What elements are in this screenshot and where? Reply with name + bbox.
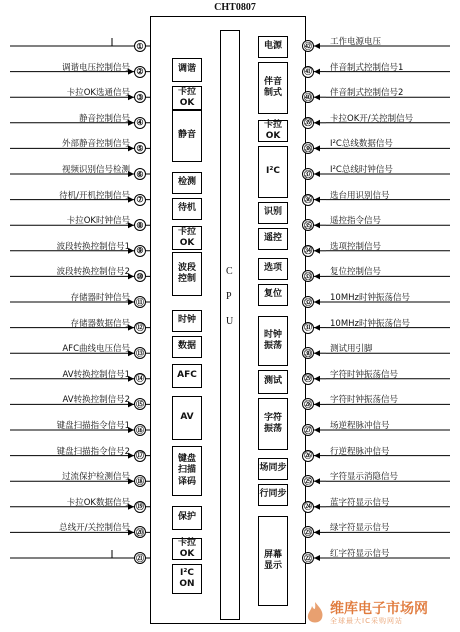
left-function-block: 卡拉OK	[172, 538, 202, 560]
right-pin-signal: 选台用识别信号	[330, 190, 390, 201]
arrow-icon	[314, 350, 320, 356]
arrow-icon	[314, 529, 320, 535]
left-function-block: 数据	[172, 336, 202, 358]
left-function-block: AV	[172, 396, 202, 440]
arrow-icon	[314, 120, 320, 126]
right-function-block: 电源	[258, 36, 288, 58]
left-pin-signal: AFC曲线电压信号	[62, 344, 130, 355]
left-pin-number: ④	[134, 117, 146, 129]
left-function-block: 检测	[172, 172, 202, 194]
arrow-icon	[314, 197, 320, 203]
right-pin-signal: I²C总线数据信号	[330, 139, 393, 150]
left-function-block: 卡拉OK	[172, 226, 202, 250]
left-pin-number: ⑭	[136, 374, 144, 384]
right-pin-signal: 蓝字符显示信号	[330, 497, 390, 508]
left-pin-signal: 总线开/关控制信号	[59, 523, 130, 534]
right-pin-number: ㉜	[304, 297, 312, 307]
right-pin-number: ㉟	[304, 220, 312, 230]
left-pin-signal: 待机/开机控制信号	[59, 190, 130, 201]
left-pin-number: ⑳	[136, 527, 144, 537]
right-pin-signal: 复位控制信号	[330, 267, 382, 278]
right-function-block: 选项	[258, 258, 288, 280]
arrow-icon	[314, 376, 320, 382]
left-pin-number: ⑦	[134, 194, 146, 206]
left-function-block: 波段 控制	[172, 252, 202, 296]
left-pin-signal: 卡拉OK时钟信号	[66, 216, 130, 227]
right-pin-number: ㉗	[304, 425, 312, 435]
right-function-block: 时钟 振荡	[258, 316, 288, 366]
right-function-block: 复位	[258, 284, 288, 306]
right-pin-number: ㉖	[304, 451, 312, 461]
left-pin-number: ⑲	[136, 502, 144, 512]
right-function-block: 场同步	[258, 458, 288, 480]
right-pin-signal: 字符时钟振荡信号	[330, 369, 399, 380]
left-pin-number: ①	[134, 40, 146, 52]
left-pin-signal: 键盘扫描指令信号2	[56, 446, 130, 457]
right-pin-signal: 伴音制式控制信号2	[330, 88, 404, 99]
right-pin-number: ㉒	[304, 553, 312, 563]
right-pin-number: ㊷	[304, 41, 312, 51]
right-pin-signal: 卡拉OK开/关控制信号	[330, 113, 414, 124]
right-pin-signal: 10MHz时钟振荡信号	[330, 293, 411, 303]
left-pin-signal: AV转换控制信号1	[62, 369, 130, 380]
left-pin-signal: 视频识别信号检测	[61, 165, 130, 175]
left-function-block: 待机	[172, 198, 202, 220]
right-pin-number: ㉝	[304, 271, 312, 281]
right-function-block: 行同步	[258, 484, 288, 506]
left-pin-number: ⑰	[136, 451, 144, 461]
left-pin-number: ⑱	[136, 476, 144, 486]
chip-title: CHT0807	[214, 2, 256, 13]
left-pin-number: ⑤	[134, 142, 146, 154]
arrow-icon	[314, 273, 320, 279]
right-pin-number: ㊱	[304, 195, 312, 205]
arrow-icon	[314, 145, 320, 151]
arrow-icon	[314, 478, 320, 484]
arrow-icon	[314, 171, 320, 177]
right-pin-signal: 字符显示消隐信号	[330, 472, 399, 483]
right-pin-number: ㉘	[304, 399, 312, 409]
arrow-icon	[314, 299, 320, 305]
cpu-label-p: P	[226, 291, 232, 302]
left-function-block: 键盘 扫描 译码	[172, 446, 202, 496]
right-pin-number: ㉕	[304, 476, 312, 486]
right-function-block: 字符 振荡	[258, 398, 288, 450]
right-pin-number: ㉞	[304, 246, 312, 256]
right-pin-signal: 选项控制信号	[330, 241, 382, 252]
right-pin-signal: 字符时钟振荡信号	[330, 395, 399, 406]
arrow-icon	[314, 325, 320, 331]
left-function-block: AFC	[172, 364, 202, 388]
right-pin-number: ㉙	[304, 374, 312, 384]
left-pin-signal: 存储器时钟信号	[70, 293, 130, 303]
left-pin-signal: 卡拉OK数据信号	[66, 497, 130, 508]
arrow-icon	[314, 427, 320, 433]
right-function-block: 屏幕 显示	[258, 516, 288, 606]
arrow-icon	[314, 43, 320, 49]
right-pin-signal: 遥控指令信号	[330, 216, 382, 227]
cpu-label-u: U	[226, 316, 234, 327]
left-function-block: 卡拉OK	[172, 86, 202, 110]
left-pin-number: ㉑	[136, 553, 144, 563]
right-pin-signal: 红字符显示信号	[330, 549, 390, 559]
right-function-block: I²C	[258, 146, 288, 198]
arrow-icon	[314, 504, 320, 510]
right-pin-number: ㉚	[304, 348, 312, 358]
left-pin-number: ⑧	[134, 219, 146, 231]
arrow-icon	[314, 222, 320, 228]
arrow-icon	[314, 248, 320, 254]
left-function-block: 调谐	[172, 58, 202, 82]
right-function-block: 识别	[258, 202, 288, 224]
left-function-block: 静音	[172, 110, 202, 162]
right-pin-number: ㊲	[304, 169, 312, 179]
right-pin-number: ㉔	[304, 502, 312, 512]
left-pin-signal: 静音控制信号	[78, 113, 130, 124]
right-pin-number: ㊳	[304, 143, 312, 153]
right-function-block: 遥控	[258, 228, 288, 250]
right-pin-number: ㉓	[304, 527, 312, 537]
left-pin-number: ⑬	[136, 348, 144, 358]
left-pin-number: ⑨	[134, 245, 146, 257]
left-function-block: I²C ON	[172, 564, 202, 594]
right-function-block: 伴音 制式	[258, 62, 288, 114]
right-pin-number: ㉛	[304, 323, 312, 333]
right-pin-signal: 场逆程脉冲信号	[330, 421, 390, 431]
right-pin-signal: I²C总线时钟信号	[330, 165, 393, 175]
left-function-block: 保护	[172, 506, 202, 530]
left-pin-number: ⑥	[134, 168, 146, 180]
left-pin-signal: 调谐电压控制信号	[61, 62, 130, 73]
arrow-icon	[314, 401, 320, 407]
left-pin-signal: 卡拉OK选通信号	[66, 88, 130, 99]
right-function-block: 测试	[258, 370, 288, 394]
watermark-brand: 维库电子市场网	[330, 601, 428, 617]
left-pin-number: ⑮	[136, 399, 144, 409]
right-pin-signal: 绿字符显示信号	[330, 523, 390, 534]
flame-logo-icon	[302, 600, 328, 626]
right-pin-number: ㊶	[304, 67, 312, 77]
right-pin-signal: 测试用引脚	[330, 344, 373, 355]
left-pin-number: ⑫	[136, 323, 144, 333]
watermark-sub: 全球最大IC采购网站	[330, 617, 403, 625]
arrow-icon	[314, 453, 320, 459]
left-pin-number: ⑩	[134, 270, 146, 282]
watermark	[300, 596, 458, 630]
left-pin-number: ③	[134, 91, 146, 103]
right-pin-number: ㊴	[304, 118, 312, 128]
left-pin-signal: AV转换控制信号2	[62, 395, 130, 406]
left-pin-number: ②	[134, 66, 146, 78]
left-pin-signal: 波段转换控制信号2	[56, 267, 130, 278]
left-pin-number: ⑯	[136, 425, 144, 435]
left-pin-signal: 波段转换控制信号1	[56, 241, 130, 252]
right-pin-signal: 行逆程脉冲信号	[330, 446, 390, 457]
cpu-label-c: C	[226, 266, 233, 277]
right-pin-number: ㊵	[304, 92, 312, 102]
left-pin-signal: 外部静音控制信号	[61, 139, 130, 150]
arrow-icon	[314, 555, 320, 561]
left-pin-signal: 键盘扫描指令信号1	[56, 421, 130, 431]
right-pin-signal: 10MHz时钟振荡信号	[330, 318, 411, 329]
right-pin-signal: 工作电源电压	[330, 37, 382, 47]
left-pin-signal: 存储器数据信号	[70, 318, 130, 329]
left-function-block: 时钟	[172, 310, 202, 332]
arrow-icon	[314, 94, 320, 100]
right-function-block: 卡拉OK	[258, 120, 288, 142]
arrow-icon	[314, 69, 320, 75]
left-pin-signal: 过流保护检测信号	[61, 472, 130, 483]
right-pin-signal: 伴音制式控制信号1	[330, 62, 404, 73]
left-pin-number: ⑪	[136, 297, 144, 307]
